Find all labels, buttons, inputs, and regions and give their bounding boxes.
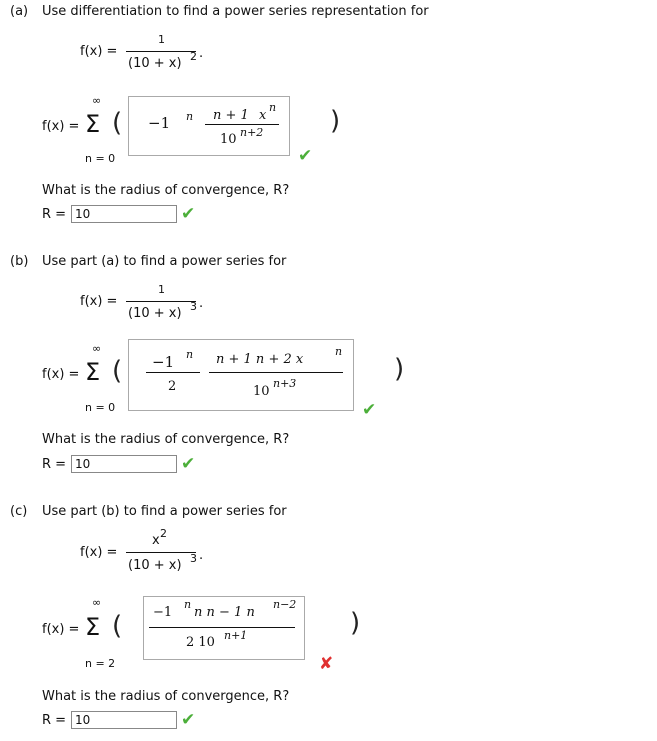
part-a-series-correct-icon: ✔ <box>298 146 313 166</box>
part-c-prompt: Use part (b) to find a power series for <box>42 504 287 519</box>
part-b-radius-question: What is the radius of convergence, R? <box>42 432 290 447</box>
part-a-ans-fraction-bar <box>205 124 279 125</box>
part-a-ans-num-x: x <box>259 108 267 123</box>
part-c-label: (c) <box>10 504 28 519</box>
part-a-given-dot: . <box>199 46 204 61</box>
part-a-ans-den-exp: n+2 <box>240 126 264 139</box>
part-c-ans-fraction-bar <box>149 627 295 628</box>
part-b-radius-input[interactable]: 10 <box>71 455 177 473</box>
part-b-radius-label: R = <box>42 457 67 472</box>
part-c-given-num-base: x <box>152 533 160 548</box>
part-c-given-num-exp: 2 <box>160 527 167 540</box>
part-a-given-denominator: (10 + x) <box>128 56 182 71</box>
part-c-sigma-icon: Σ <box>85 613 101 641</box>
part-b-given-dot: . <box>199 296 204 311</box>
part-a-prompt: Use differentiation to find a power series representation for <box>42 4 429 19</box>
part-c-sum-lower: n = 2 <box>85 657 116 670</box>
part-b-given-denominator: (10 + x) <box>128 306 182 321</box>
part-c-series-label: f(x) = <box>42 622 80 637</box>
part-a-right-paren: ) <box>330 106 341 136</box>
part-c-given-dot: . <box>199 548 204 563</box>
part-b-given-numerator: 1 <box>158 283 165 296</box>
part-c-ans-num-b: n n − 1 n <box>194 605 255 620</box>
part-c-ans-den: 2 10 <box>186 635 215 650</box>
part-a-sigma-icon: Σ <box>85 110 101 138</box>
part-b-sum-upper: ∞ <box>92 342 102 355</box>
part-c-given-denominator: (10 + x) <box>128 558 182 573</box>
part-c-ans-num-b-exp: n−2 <box>273 598 297 611</box>
part-b-ans-f2-fraction-bar <box>209 372 343 373</box>
part-a-sum-upper: ∞ <box>92 94 102 107</box>
part-b-prompt: Use part (a) to find a power series for <box>42 254 287 269</box>
part-c-radius-question: What is the radius of convergence, R? <box>42 689 290 704</box>
part-b-ans-f2-num-exp: n <box>335 345 343 358</box>
part-b-radius-correct-icon: ✔ <box>181 454 196 474</box>
part-b-right-paren: ) <box>394 354 405 384</box>
part-b-ans-f1-num-exp: n <box>186 348 194 361</box>
part-c-fx-label: f(x) = <box>80 545 118 560</box>
part-a-radius-input[interactable]: 10 <box>71 205 177 223</box>
part-b-fx-label: f(x) = <box>80 294 118 309</box>
part-a-ans-base: −1 <box>148 114 171 132</box>
part-a-ans-numerator: n + 1 <box>213 108 249 123</box>
part-b-given-exponent: 3 <box>190 300 197 313</box>
part-c-given-exponent: 3 <box>190 552 197 565</box>
part-a-series-label: f(x) = <box>42 119 80 134</box>
part-b-left-paren: ( <box>112 356 123 386</box>
part-c-right-paren: ) <box>350 608 361 638</box>
part-b-ans-f2-den-exp: n+3 <box>273 377 297 390</box>
part-c-given-fraction-bar <box>126 552 196 553</box>
part-c-radius-correct-icon: ✔ <box>181 710 196 730</box>
part-a-ans-num-x-exp: n <box>269 101 277 114</box>
part-a-ans-base-exp: n <box>186 110 194 123</box>
part-b-ans-f2-num: n + 1 n + 2 x <box>216 352 304 367</box>
part-a-radius-question: What is the radius of convergence, R? <box>42 183 290 198</box>
part-b-ans-f1-den: 2 <box>168 379 177 394</box>
part-a-left-paren: ( <box>112 108 123 138</box>
part-a-sum-lower: n = 0 <box>85 152 116 165</box>
part-b-sum-lower: n = 0 <box>85 401 116 414</box>
part-c-radius-input[interactable]: 10 <box>71 711 177 729</box>
part-c-ans-num-a: −1 <box>153 605 173 620</box>
part-c-left-paren: ( <box>112 611 123 641</box>
part-c-ans-den-exp: n+1 <box>224 629 248 642</box>
part-a-label: (a) <box>10 4 29 19</box>
part-b-series-correct-icon: ✔ <box>362 400 377 420</box>
part-b-series-label: f(x) = <box>42 367 80 382</box>
part-a-ans-den-base: 10 <box>220 132 237 147</box>
part-a-given-numerator: 1 <box>158 33 165 46</box>
part-b-ans-f2-den-base: 10 <box>253 384 270 399</box>
part-a-fx-label: f(x) = <box>80 44 118 59</box>
part-b-sigma-icon: Σ <box>85 358 101 386</box>
part-b-ans-f1-fraction-bar <box>146 372 200 373</box>
part-a-given-exponent: 2 <box>190 50 197 63</box>
part-c-sum-upper: ∞ <box>92 596 102 609</box>
part-a-given-fraction-bar <box>126 51 196 52</box>
part-b-ans-f1-num: −1 <box>152 353 175 371</box>
part-b-given-fraction-bar <box>126 301 196 302</box>
part-b-answer-box[interactable] <box>128 339 354 411</box>
part-b-label: (b) <box>10 254 29 269</box>
part-c-series-incorrect-icon: ✘ <box>319 654 334 674</box>
part-c-radius-label: R = <box>42 713 67 728</box>
part-c-ans-num-a-exp: n <box>184 598 192 611</box>
part-a-radius-label: R = <box>42 207 67 222</box>
part-a-radius-correct-icon: ✔ <box>181 204 196 224</box>
